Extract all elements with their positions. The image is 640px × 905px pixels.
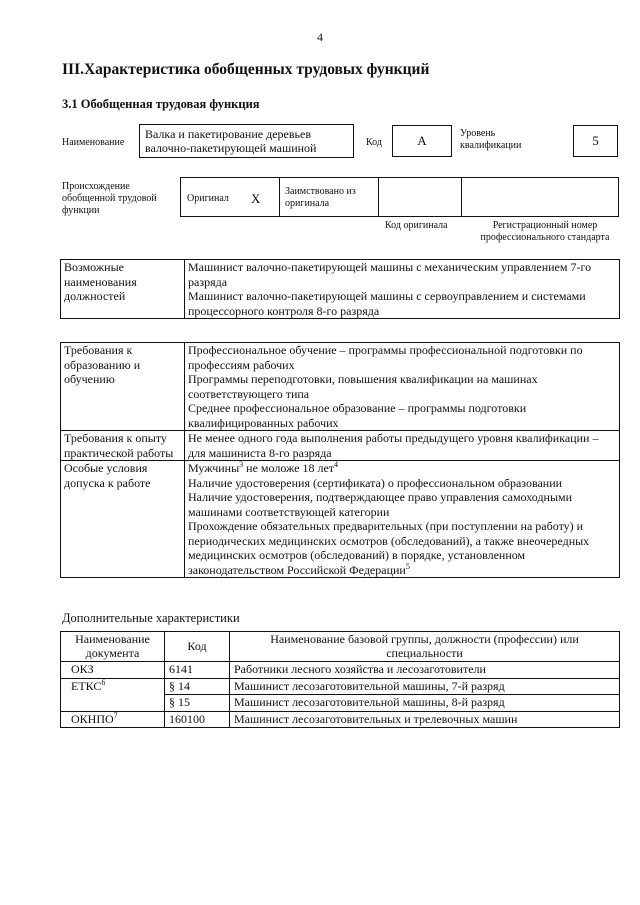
name-cell: Машинист лесозаготовительной машины, 8-й разряд xyxy=(230,695,620,712)
origin-label: Происхождение обобщенной трудовой функции xyxy=(62,181,157,216)
positions-label: Возможные наименования должностей xyxy=(61,260,185,319)
level-label: Уровень квалификации xyxy=(460,128,522,151)
reg-number-caption: Регистрационный номер профессионального стандарта xyxy=(480,220,610,243)
name-label: Наименование xyxy=(62,137,125,148)
col-header: Наименование документа xyxy=(61,632,165,662)
req-cell xyxy=(185,343,620,431)
footnote-mark: 6 xyxy=(101,677,106,687)
borrowed-label: Заимствовано из оригинала xyxy=(285,186,356,209)
additional-table xyxy=(60,631,620,728)
doc-cell: ЕТКС xyxy=(71,678,102,693)
table-row xyxy=(61,711,620,728)
divider xyxy=(461,177,462,217)
position-line: Машинист валочно-пакетирующей машины с механическим управлением 7-го разряда xyxy=(188,260,592,289)
requirements-table xyxy=(60,342,620,578)
function-name-box: Валка и пакетирование деревьев валочно-пакетирующей машиной xyxy=(139,124,354,158)
position-line: Машинист валочно-пакетирующей машины с сервоуправлением и системами процессорного контроля 8-го разряда xyxy=(188,289,586,318)
code-cell: § 15 xyxy=(165,695,230,712)
code-original-caption: Код оригинала xyxy=(385,220,448,231)
code-label: Код xyxy=(366,137,382,148)
divider xyxy=(279,177,280,217)
req-line xyxy=(188,519,616,577)
code-cell: 6141 xyxy=(165,662,230,679)
name-cell: Машинист лесозаготовительных и трелевочных машин xyxy=(230,711,620,728)
col-header: Код xyxy=(165,632,230,662)
req-text: Мужчины xyxy=(188,461,240,475)
col-header: Наименование базовой группы, должности (профессии) или специальности xyxy=(230,632,620,662)
footnote-mark: 5 xyxy=(405,561,410,571)
req-line: Наличие удостоверения (сертификата) о профессиональном образовании xyxy=(188,475,563,490)
additional-title: Дополнительные характеристики xyxy=(62,611,240,625)
req-cell xyxy=(185,461,620,578)
doc-cell: ОКНПО xyxy=(71,711,114,726)
name-cell: Работники лесного хозяйства и лесозаготовители xyxy=(230,662,620,679)
code-cell: § 14 xyxy=(165,678,230,695)
req-label: Требования к опыту практической работы xyxy=(61,431,185,461)
origin-box xyxy=(180,177,619,217)
req-line: Наличие удостоверения, подтверждающее право управления самоходными машинами соответствующей категории xyxy=(188,490,573,519)
req-line: Программы переподготовки, повышения квалификации на машинах соответствующего типа xyxy=(188,372,538,401)
divider xyxy=(378,177,379,217)
req-text: Прохождение обязательных предварительных (при поступлении на работу) и периодических медицинских осмотров (обследований), а также внеочередных медицинских осмотров (обследований) в порядке, установленном законодательством Российской Федерации xyxy=(188,519,590,577)
req-line: Не менее одного года выполнения работы предыдущего уровня квалификации – для машиниста 8-го разряда xyxy=(188,431,599,460)
section-title: III.Характеристика обобщенных трудовых функций xyxy=(62,61,430,78)
name-cell: Машинист лесозаготовительной машины, 7-й разряд xyxy=(230,678,620,695)
footnote-mark: 3 xyxy=(239,460,244,469)
code-box: А xyxy=(392,125,452,157)
req-line: Среднее профессиональное образование – программы подготовки квалифицированных рабочих xyxy=(188,401,527,430)
code-cell: 160100 xyxy=(165,711,230,728)
table-row xyxy=(61,678,620,695)
page-number: 4 xyxy=(317,30,323,44)
level-box: 5 xyxy=(573,125,618,157)
original-mark: X xyxy=(251,191,261,206)
original-label: Оригинал xyxy=(187,193,229,204)
req-text: не моложе 18 лет xyxy=(243,461,335,475)
positions-cell xyxy=(185,260,620,319)
doc-cell: ОКЗ xyxy=(71,662,94,676)
footnote-mark: 4 xyxy=(334,460,339,469)
positions-table xyxy=(60,259,620,319)
req-label: Особые условия допуска к работе xyxy=(61,461,185,578)
req-label: Требования к образованию и обучению xyxy=(61,343,185,431)
subsection-title: 3.1 Обобщенная трудовая функция xyxy=(62,97,260,111)
footnote-mark: 7 xyxy=(113,710,118,720)
table-row xyxy=(61,662,620,679)
req-line xyxy=(188,461,616,476)
req-line: Профессиональное обучение – программы профессиональной подготовки по профессиям рабочих xyxy=(188,343,583,372)
req-cell xyxy=(185,431,620,461)
